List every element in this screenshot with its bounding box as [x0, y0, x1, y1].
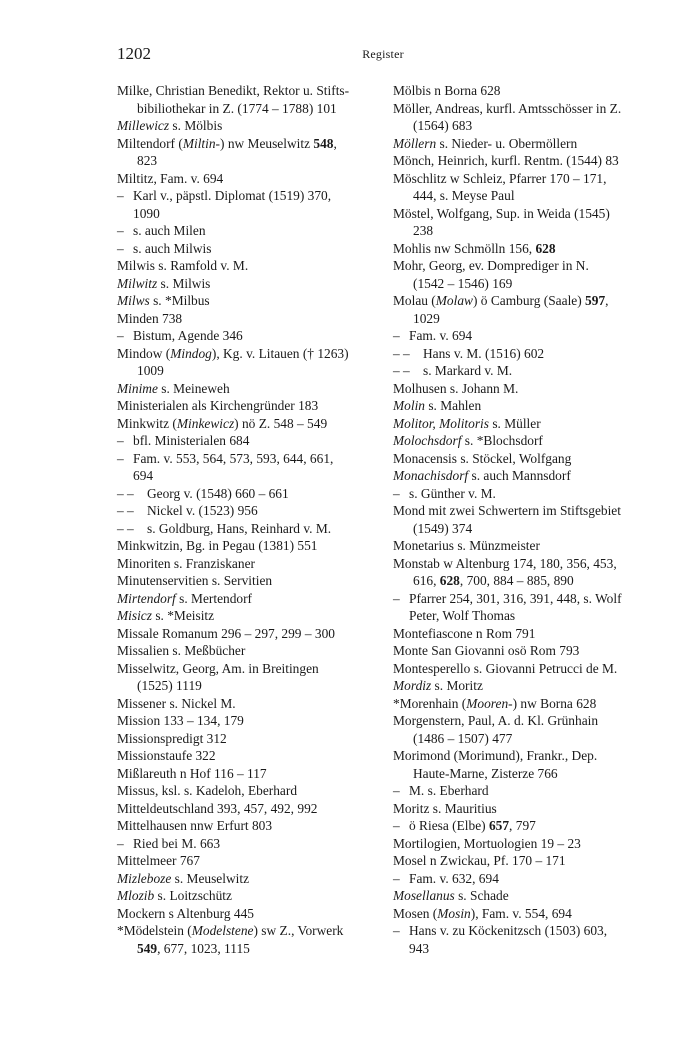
entry-continuation: [133, 205, 373, 223]
entry-text: , 797: [509, 818, 536, 833]
entry-italic-term: Mosin: [437, 905, 471, 921]
running-title: Register: [362, 47, 404, 61]
entry-text: (1564) 683: [413, 118, 473, 133]
entry-text: ), Fam. v. 554, 694: [470, 905, 572, 921]
subentry-dash: –: [393, 328, 400, 343]
entry-text: s. Mahlen: [425, 398, 482, 413]
entry-text: Missionspredigt 312: [117, 730, 227, 746]
entry-text: Fam. v. 553, 564, 573, 593, 644, 661,: [133, 450, 334, 466]
entry-continuation: [137, 677, 373, 695]
index-entry: [393, 362, 649, 380]
entry-italic-term: Molaw: [435, 293, 473, 308]
entry-text: bibiliothekar in Z. (1774 – 1788) 101: [137, 100, 337, 116]
entry-bold-page: 628: [439, 573, 460, 588]
index-entry: [393, 397, 649, 415]
entry-italic-term: Molin: [393, 398, 425, 413]
index-entry: [393, 660, 649, 678]
entry-text: Mosen (: [393, 905, 438, 921]
index-entry: [393, 905, 649, 923]
entry-text: ,: [333, 135, 337, 151]
entry-text: Haute-Marne, Zisterze 766: [413, 765, 558, 781]
entry-text: s. auch Mannsdorf: [468, 468, 571, 483]
entry-continuation: [409, 607, 649, 625]
index-entry: [117, 747, 373, 765]
index-entry: [117, 800, 373, 818]
index-entry: [393, 887, 649, 905]
entry-text: s. Markard v. M.: [423, 363, 513, 378]
entry-italic-term: Mosellanus: [393, 888, 455, 903]
entry-text: Mittelmeer 767: [117, 853, 200, 868]
entry-text: Missus, ksl. s. Kadeloh, Eberhard: [117, 783, 298, 798]
entry-text: Mittelhausen nnw Erfurt 803: [117, 818, 273, 833]
index-entry: [393, 625, 649, 643]
entry-text: Mockern s Altenburg 445: [117, 905, 254, 921]
index-entry: [117, 432, 373, 450]
entry-text: Pfarrer 254, 301, 316, 391, 448, s. Wolf: [409, 590, 622, 606]
entry-text: ) nw Meuselwitz: [220, 135, 314, 151]
entry-continuation: [133, 467, 373, 485]
entry-continuation: [413, 117, 649, 135]
entry-continuation: [413, 187, 649, 205]
index-entry: [117, 380, 373, 398]
index-entry: [393, 835, 649, 853]
entry-text: Morimond (Morimund), Frankr., Dep.: [393, 748, 598, 763]
entry-text: s. auch Milwis: [133, 240, 212, 256]
entry-italic-term: Milwitz: [117, 275, 158, 291]
index-entry: [393, 800, 649, 818]
index-entry: [393, 852, 649, 870]
page-number: 1202: [117, 44, 151, 63]
entry-text: Missionstaufe 322: [117, 748, 216, 763]
index-entry: [117, 450, 373, 485]
entry-text: ) ö Camburg (Saale): [472, 293, 586, 308]
entry-bold-page: 597: [585, 293, 606, 308]
entry-text: s. auch Milen: [133, 223, 206, 238]
entry-text: Missener s. Nickel M.: [117, 695, 236, 711]
index-entry: [393, 747, 649, 782]
index-entry: [117, 835, 373, 853]
entry-text: Peter, Wolf Thomas: [409, 608, 516, 623]
entry-text: Molhusen s. Johann M.: [393, 380, 519, 396]
index-entry: [117, 695, 373, 713]
entry-text: Monte San Giovanni osö Rom 793: [393, 643, 580, 658]
index-entry: [393, 327, 649, 345]
entry-text: M. s. Eberhard: [409, 783, 489, 798]
entry-text: s. Nieder- u. Obermöllern: [436, 135, 578, 151]
entry-text: Mond mit zwei Schwertern im Stiftsgebiet: [393, 503, 621, 518]
entry-text: Missalien s. Meßbücher: [117, 643, 246, 658]
entry-text: s. Meuselwitz: [171, 870, 250, 886]
entry-text: Möstel, Wolfgang, Sup. in Weida (1545): [393, 205, 610, 221]
entry-text: 823: [137, 153, 158, 168]
index-entry: [117, 765, 373, 783]
entry-text: Montesperello s. Giovanni Petrucci de M.: [393, 660, 618, 676]
entry-continuation: [137, 152, 373, 170]
subentry-dash: –: [393, 783, 400, 798]
entry-italic-term: Mlozib: [117, 888, 155, 903]
index-entry: [393, 555, 649, 590]
subentry-dash: –: [117, 835, 124, 851]
entry-text: 444, s. Meyse Paul: [413, 188, 515, 203]
entry-text: ) nw Borna 628: [512, 695, 597, 711]
entry-continuation: [137, 100, 373, 118]
entry-text: Mönch, Heinrich, kurfl. Rentm. (1544) 83: [393, 153, 619, 168]
entry-italic-term: Minime: [117, 380, 158, 396]
index-entry: [393, 415, 649, 433]
index-entry: [393, 502, 649, 537]
subentry-dash: –: [393, 870, 400, 886]
index-entry: [393, 467, 649, 485]
index-entry: [393, 922, 649, 957]
entry-italic-term: Mizleboze: [117, 870, 172, 886]
entry-italic-term: Mindog: [170, 345, 212, 361]
index-entry: [393, 345, 649, 363]
index-entry: [117, 82, 373, 117]
index-entry: [393, 712, 649, 747]
entry-text: Mortilogien, Mortuologien 19 – 23: [393, 835, 581, 851]
entry-text: s. Müller: [488, 415, 541, 431]
entry-text: Georg v. (1548) 660 – 661: [147, 485, 289, 501]
subentry-dash: – –: [117, 520, 134, 536]
entry-text: (1549) 374: [413, 520, 473, 536]
entry-text: Ried bei M. 663: [133, 835, 221, 851]
entry-text: Mißlareuth n Hof 116 – 117: [117, 765, 267, 781]
entry-text: Morgenstern, Paul, A. d. Kl. Grünhain: [393, 713, 599, 728]
subentry-dash: –: [117, 433, 124, 448]
index-entry: [117, 170, 373, 188]
index-entry: [117, 537, 373, 555]
entry-continuation: [413, 310, 649, 328]
index-entry: [117, 590, 373, 608]
entry-text: Miltendorf (: [117, 135, 183, 151]
entry-text: Missale Romanum 296 – 297, 299 – 300: [117, 625, 335, 641]
entry-text: Milwis s. Ramfold v. M.: [117, 258, 249, 273]
index-entry: [117, 730, 373, 748]
index-entry: [117, 572, 373, 590]
index-column-right: [393, 82, 649, 957]
entry-text: Minden 738: [117, 310, 183, 326]
index-entry: [393, 152, 649, 170]
index-entry: [117, 257, 373, 275]
entry-continuation: [137, 362, 373, 380]
subentry-dash: –: [393, 818, 400, 833]
entry-text: ö Riesa (Elbe): [409, 818, 489, 833]
entry-text: s. Goldburg, Hans, Reinhard v. M.: [147, 520, 332, 536]
index-column-left: [117, 82, 373, 957]
index-entry: [393, 380, 649, 398]
page-header: [117, 44, 649, 68]
index-entry: [117, 240, 373, 258]
entry-text: s. *Milbus: [149, 293, 210, 308]
subentry-dash: –: [117, 450, 124, 466]
entry-text: Mitteldeutschland 393, 457, 492, 992: [117, 800, 318, 816]
index-entry: [393, 432, 649, 450]
entry-text: Minkwitzin, Bg. in Pegau (1381) 551: [117, 538, 318, 553]
index-entry: [393, 782, 649, 800]
entry-italic-term: Mordiz: [393, 678, 432, 693]
subentry-dash: – –: [117, 503, 134, 518]
subentry-dash: –: [117, 223, 124, 238]
index-entry: [117, 625, 373, 643]
entry-text: Minoriten s. Franziskaner: [117, 555, 255, 571]
entry-continuation: [413, 520, 649, 538]
entry-text: Mindow (: [117, 345, 171, 361]
subentry-dash: – –: [393, 345, 410, 361]
index-entry: [117, 397, 373, 415]
entry-text: s. Schade: [454, 888, 509, 903]
entry-text: 1090: [133, 205, 160, 221]
entry-text: Milke, Christian Benedikt, Rektor u. Stifts-: [117, 83, 350, 98]
entry-text: bfl. Ministerialen 684: [133, 433, 250, 448]
entry-italic-term: Möllern: [393, 135, 437, 151]
index-entry: [117, 712, 373, 730]
index-entry: [117, 292, 373, 310]
index-entry: [117, 310, 373, 328]
entry-italic-term: Molochsdorf: [393, 433, 462, 448]
entry-text: s. Meineweh: [157, 380, 230, 396]
entry-text: Minkwitz (: [117, 415, 177, 431]
entry-text: s. *Meisitz: [151, 608, 215, 623]
entry-text: Möschlitz w Schleiz, Pfarrer 170 – 171,: [393, 170, 607, 186]
entry-text: (1486 – 1507) 477: [413, 730, 513, 746]
entry-text: Mosel n Zwickau, Pf. 170 – 171: [393, 853, 566, 868]
entry-text: Miltitz, Fam. v. 694: [117, 170, 224, 186]
entry-text: ) sw Z., Vorwerk: [253, 923, 344, 938]
subentry-dash: –: [393, 485, 400, 501]
entry-text: Fam. v. 694: [409, 328, 473, 343]
entry-text: s. Günther v. M.: [409, 485, 496, 501]
index-entry: [117, 922, 373, 957]
index-entry: [117, 817, 373, 835]
index-entry: [393, 590, 649, 625]
entry-text: Karl v., päpstl. Diplomat (1519) 370,: [133, 188, 332, 203]
entry-text: s. Mölbis: [169, 118, 223, 133]
index-entry: [117, 905, 373, 923]
entry-text: Ministerialen als Kirchengründer 183: [117, 398, 319, 413]
entry-text: 1009: [137, 363, 164, 378]
entry-text: *Morenhain (: [393, 695, 467, 711]
entry-continuation: [413, 275, 649, 293]
entry-text: Mohr, Georg, ev. Domprediger in N.: [393, 258, 589, 273]
entry-text: Mölbis n Borna 628: [393, 83, 501, 98]
index-entry: [393, 817, 649, 835]
entry-text: Möller, Andreas, kurfl. Amtsschösser in Z.: [393, 100, 622, 116]
index-entry: [393, 292, 649, 327]
subentry-dash: – –: [117, 485, 134, 501]
entry-text: Bistum, Agende 346: [133, 328, 243, 343]
subentry-dash: –: [393, 590, 400, 606]
entry-text: s. Loitzschütz: [154, 888, 232, 903]
entry-text: 1029: [413, 310, 440, 326]
entry-text: Nickel v. (1523) 956: [147, 503, 258, 518]
entry-text: Montefiascone n Rom 791: [393, 625, 536, 641]
entry-text: ) nö Z. 548 – 549: [234, 415, 328, 431]
index-entry: [393, 170, 649, 205]
subentry-dash: – –: [393, 363, 410, 378]
entry-text: Hans v. M. (1516) 602: [423, 345, 545, 361]
index-entry: [393, 870, 649, 888]
index-entry: [393, 537, 649, 555]
index-entry: [117, 187, 373, 222]
entry-text: s. Moritz: [431, 678, 483, 693]
entry-text: , 700, 884 – 885, 890: [459, 573, 574, 588]
entry-italic-term: Millewicz: [117, 118, 170, 133]
entry-text: Hans v. zu Köckenitzsch (1503) 603,: [409, 923, 608, 938]
entry-text: ,: [605, 293, 609, 308]
entry-continuation: [409, 940, 649, 958]
index-entry: [117, 485, 373, 503]
entry-italic-term: Misicz: [117, 608, 152, 623]
entry-text: *Mödelstein (: [117, 923, 192, 938]
entry-text: Monstab w Altenburg 174, 180, 356, 453,: [393, 555, 617, 571]
index-entry: [117, 117, 373, 135]
entry-text: Mohlis nw Schmölln 156,: [393, 240, 536, 256]
subentry-dash: –: [117, 328, 124, 343]
index-entry: [393, 135, 649, 153]
entry-text: 616,: [413, 573, 440, 588]
entry-italic-term: Miltin-: [182, 135, 221, 151]
entry-text: Minutenservitien s. Servitien: [117, 573, 273, 588]
index-entry: [117, 555, 373, 573]
entry-italic-term: Minkewicz: [176, 415, 235, 431]
index-entry: [117, 642, 373, 660]
entry-continuation: [413, 222, 649, 240]
index-entry: [393, 100, 649, 135]
index-entry: [117, 327, 373, 345]
entry-bold-page: 628: [535, 240, 556, 256]
entry-text: Moritz s. Mauritius: [393, 800, 497, 816]
index-entry: [393, 642, 649, 660]
entry-text: (1542 – 1546) 169: [413, 275, 513, 291]
entry-italic-term: Milws: [117, 293, 150, 308]
entry-text: Molau (: [393, 293, 436, 308]
entry-italic-term: Mirtendorf: [117, 590, 176, 606]
index-entry: [117, 275, 373, 293]
entry-text: s. Mertendorf: [175, 590, 253, 606]
entry-text: ), Kg. v. Litauen († 1263): [211, 345, 349, 361]
entry-text: Monetarius s. Münzmeister: [393, 538, 540, 553]
entry-italic-term: Modelstene: [191, 923, 254, 938]
index-entry: [117, 870, 373, 888]
index-entry: [393, 677, 649, 695]
subentry-dash: –: [393, 923, 400, 938]
index-entry: [117, 660, 373, 695]
index-entry: [393, 240, 649, 258]
index-entry: [393, 450, 649, 468]
entry-italic-term: Molitor, Molitoris: [393, 415, 489, 431]
index-entry: [117, 887, 373, 905]
index-entry: [117, 520, 373, 538]
index-entry: [117, 345, 373, 380]
entry-italic-term: Monachisdorf: [393, 468, 469, 483]
index-entry: [117, 222, 373, 240]
entry-text: Fam. v. 632, 694: [409, 870, 499, 886]
entry-text: , 677, 1023, 1115: [157, 940, 250, 956]
entry-continuation: [413, 572, 649, 590]
entry-text: (1525) 1119: [137, 678, 202, 693]
subentry-dash: –: [117, 188, 124, 203]
entry-text: Monacensis s. Stöckel, Wolfgang: [393, 450, 572, 466]
index-entry: [393, 695, 649, 713]
index-entry: [393, 82, 649, 100]
index-entry: [393, 485, 649, 503]
index-entry: [117, 607, 373, 625]
index-entry: [117, 415, 373, 433]
entry-text: 943: [409, 940, 430, 956]
entry-bold-page: 657: [488, 818, 510, 833]
entry-italic-term: Mooren-: [466, 695, 513, 711]
entry-text: Misselwitz, Georg, Am. in Breitingen: [117, 660, 319, 676]
subentry-dash: –: [117, 240, 124, 256]
entry-text: 694: [133, 468, 154, 483]
index-entry: [117, 782, 373, 800]
index-entry: [393, 205, 649, 240]
entry-text: Mission 133 – 134, 179: [117, 713, 244, 728]
entry-bold-page: 548: [313, 135, 334, 151]
entry-bold-page: 549: [137, 940, 158, 956]
entry-text: s. *Blochsdorf: [461, 433, 543, 448]
entry-continuation: [413, 765, 649, 783]
entry-continuation: [137, 940, 373, 958]
index-entry: [117, 852, 373, 870]
entry-text: 238: [413, 223, 434, 238]
entry-continuation: [413, 730, 649, 748]
index-entry: [393, 257, 649, 292]
entry-text: s. Milwis: [157, 275, 211, 291]
index-entry: [117, 135, 373, 170]
index-entry: [117, 502, 373, 520]
